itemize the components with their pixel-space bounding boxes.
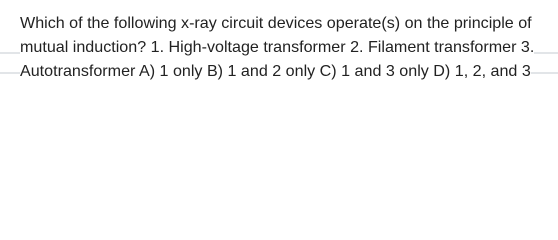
question-text-content: Which of the following x-ray circuit devices operate(s) on the principle of mutual induction? 1. High-voltage transformer 2. Filament transformer 3. Autotransformer A) 1 only B) 1 and 2 only C) 1 and 3 only D) 1, 2, and 3: [20, 14, 535, 80]
question-text: [20, 11, 548, 83]
